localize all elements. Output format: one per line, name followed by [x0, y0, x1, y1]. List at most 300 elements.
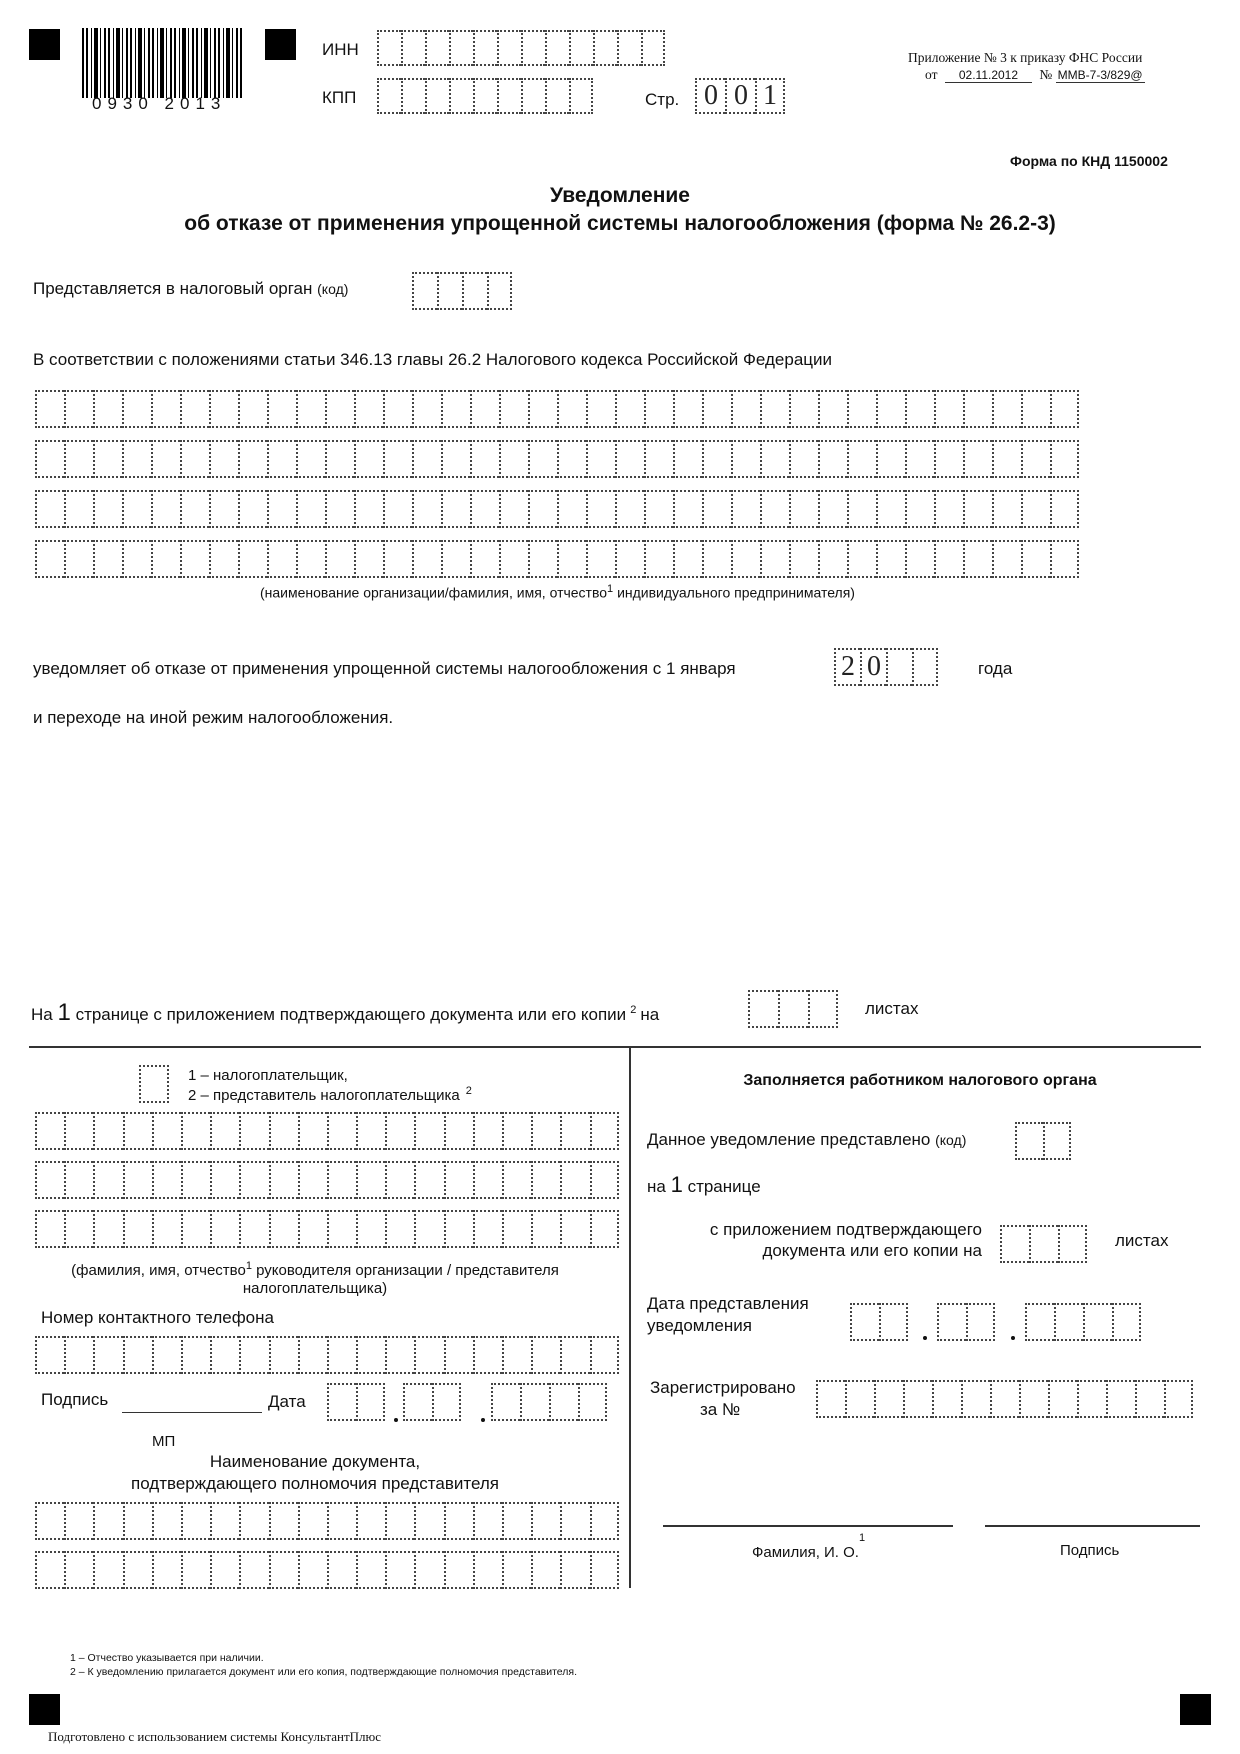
input-cell[interactable]	[845, 1380, 874, 1418]
input-cell[interactable]	[385, 1161, 414, 1199]
input-cell[interactable]	[528, 390, 557, 428]
input-cell[interactable]	[760, 440, 789, 478]
input-cell[interactable]	[590, 1336, 619, 1374]
input-cell[interactable]	[560, 1336, 589, 1374]
input-cell[interactable]	[269, 1112, 298, 1150]
input-cell[interactable]	[412, 490, 441, 528]
input-cell[interactable]	[385, 1210, 414, 1248]
input-cell[interactable]	[1106, 1380, 1135, 1418]
input-cell[interactable]	[269, 1551, 298, 1589]
input-cell[interactable]	[180, 490, 209, 528]
input-cell[interactable]	[414, 1551, 443, 1589]
input-cell[interactable]	[269, 1336, 298, 1374]
input-cell[interactable]	[876, 490, 905, 528]
input-cell[interactable]	[497, 78, 521, 114]
officer-signature-line[interactable]	[985, 1525, 1200, 1527]
input-cell[interactable]	[590, 1161, 619, 1199]
input-cell[interactable]	[1021, 440, 1050, 478]
input-cell[interactable]	[181, 1551, 210, 1589]
input-cell[interactable]	[298, 1210, 327, 1248]
input-cell[interactable]	[1077, 1380, 1106, 1418]
input-cell[interactable]	[123, 1161, 152, 1199]
input-cell[interactable]	[760, 390, 789, 428]
input-cell[interactable]	[818, 440, 847, 478]
input-cell[interactable]	[210, 1112, 239, 1150]
input-cell[interactable]	[499, 440, 528, 478]
input-cell[interactable]	[152, 1161, 181, 1199]
input-cell[interactable]	[1019, 1380, 1048, 1418]
input-cell[interactable]	[267, 490, 296, 528]
input-cell[interactable]	[385, 1336, 414, 1374]
input-cell[interactable]	[1015, 1122, 1043, 1160]
input-cell[interactable]	[528, 490, 557, 528]
input-cell[interactable]	[932, 1380, 961, 1418]
input-cell[interactable]	[238, 490, 267, 528]
input-cell[interactable]	[210, 1551, 239, 1589]
submission-date-day-field[interactable]	[850, 1303, 908, 1341]
input-cell[interactable]	[35, 1161, 64, 1199]
input-cell[interactable]	[963, 490, 992, 528]
submission-date-month-field[interactable]	[937, 1303, 995, 1341]
input-cell[interactable]	[181, 1336, 210, 1374]
input-cell[interactable]	[412, 540, 441, 578]
input-cell[interactable]	[325, 390, 354, 428]
input-cell[interactable]	[122, 540, 151, 578]
input-cell[interactable]	[502, 1210, 531, 1248]
input-cell[interactable]	[545, 30, 569, 66]
input-cell[interactable]	[356, 1383, 385, 1421]
input-cell[interactable]	[990, 1380, 1019, 1418]
input-cell[interactable]	[385, 1112, 414, 1150]
input-cell[interactable]	[123, 1502, 152, 1540]
input-cell[interactable]	[992, 490, 1021, 528]
input-cell[interactable]	[441, 390, 470, 428]
input-cell[interactable]	[412, 390, 441, 428]
input-cell[interactable]	[847, 490, 876, 528]
input-cell[interactable]	[139, 1065, 169, 1103]
input-cell[interactable]	[122, 440, 151, 478]
input-cell[interactable]	[528, 540, 557, 578]
input-cell[interactable]	[502, 1336, 531, 1374]
input-cell[interactable]	[963, 390, 992, 428]
input-cell[interactable]	[673, 390, 702, 428]
input-cell[interactable]	[879, 1303, 908, 1341]
input-cell[interactable]	[593, 30, 617, 66]
input-cell[interactable]	[789, 490, 818, 528]
signer-type-field[interactable]	[139, 1065, 169, 1103]
input-cell[interactable]	[586, 440, 615, 478]
input-cell[interactable]	[644, 440, 673, 478]
input-cell[interactable]	[354, 490, 383, 528]
input-cell[interactable]	[847, 540, 876, 578]
input-cell[interactable]	[886, 648, 912, 686]
input-cell[interactable]	[441, 540, 470, 578]
input-cell[interactable]	[444, 1551, 473, 1589]
input-cell[interactable]	[557, 540, 586, 578]
input-cell[interactable]	[35, 540, 64, 578]
input-cell[interactable]	[934, 390, 963, 428]
input-cell[interactable]	[473, 1112, 502, 1150]
input-cell[interactable]: 0	[695, 78, 725, 114]
input-cell[interactable]	[1054, 1303, 1083, 1341]
input-cell[interactable]	[181, 1502, 210, 1540]
input-cell[interactable]	[403, 1383, 432, 1421]
input-cell[interactable]	[93, 1502, 122, 1540]
input-cell[interactable]	[617, 30, 641, 66]
input-cell[interactable]: 1	[755, 78, 785, 114]
input-cell[interactable]	[557, 390, 586, 428]
input-cell[interactable]	[64, 390, 93, 428]
input-cell[interactable]	[569, 78, 593, 114]
input-cell[interactable]	[449, 30, 473, 66]
cell-row[interactable]	[35, 1210, 619, 1248]
input-cell[interactable]	[557, 490, 586, 528]
input-cell[interactable]	[760, 540, 789, 578]
input-cell[interactable]	[531, 1210, 560, 1248]
cell-row[interactable]	[35, 1551, 619, 1589]
input-cell[interactable]	[269, 1502, 298, 1540]
input-cell[interactable]	[356, 1112, 385, 1150]
input-cell[interactable]	[487, 272, 512, 310]
input-cell[interactable]	[93, 1336, 122, 1374]
input-cell[interactable]	[35, 1210, 64, 1248]
input-cell[interactable]	[437, 272, 462, 310]
input-cell[interactable]	[152, 1502, 181, 1540]
input-cell[interactable]	[818, 490, 847, 528]
input-cell[interactable]	[470, 390, 499, 428]
input-cell[interactable]	[473, 1551, 502, 1589]
input-cell[interactable]	[531, 1336, 560, 1374]
input-cell[interactable]	[298, 1551, 327, 1589]
input-cell[interactable]	[731, 390, 760, 428]
input-cell[interactable]	[444, 1112, 473, 1150]
input-cell[interactable]	[64, 1336, 93, 1374]
input-cell[interactable]	[385, 1502, 414, 1540]
input-cell[interactable]	[905, 490, 934, 528]
input-cell[interactable]	[35, 390, 64, 428]
input-cell[interactable]	[327, 1161, 356, 1199]
input-cell[interactable]	[93, 390, 122, 428]
input-cell[interactable]	[239, 1112, 268, 1150]
input-cell[interactable]	[64, 1210, 93, 1248]
input-cell[interactable]	[238, 390, 267, 428]
input-cell[interactable]	[673, 490, 702, 528]
input-cell[interactable]	[748, 990, 778, 1028]
input-cell[interactable]	[181, 1112, 210, 1150]
input-cell[interactable]	[502, 1112, 531, 1150]
input-cell[interactable]	[444, 1336, 473, 1374]
cell-row[interactable]	[35, 490, 1079, 528]
input-cell[interactable]	[298, 1112, 327, 1150]
input-cell[interactable]	[673, 440, 702, 478]
input-cell[interactable]	[560, 1210, 589, 1248]
input-cell[interactable]	[731, 440, 760, 478]
input-cell[interactable]	[238, 540, 267, 578]
input-cell[interactable]	[1043, 1122, 1071, 1160]
cell-row[interactable]	[35, 440, 1079, 478]
input-cell[interactable]	[209, 490, 238, 528]
input-cell[interactable]	[356, 1502, 385, 1540]
input-cell[interactable]	[789, 390, 818, 428]
input-cell[interactable]: 0	[725, 78, 755, 114]
right-attach-sheets-field[interactable]	[1000, 1225, 1087, 1263]
input-cell[interactable]	[590, 1112, 619, 1150]
input-cell[interactable]	[615, 440, 644, 478]
input-cell[interactable]	[520, 1383, 549, 1421]
input-cell[interactable]	[702, 390, 731, 428]
input-cell[interactable]	[414, 1112, 443, 1150]
input-cell[interactable]	[876, 390, 905, 428]
input-cell[interactable]	[502, 1551, 531, 1589]
input-cell[interactable]	[93, 440, 122, 478]
input-cell[interactable]	[992, 440, 1021, 478]
input-cell[interactable]	[816, 1380, 845, 1418]
input-cell[interactable]	[847, 390, 876, 428]
input-cell[interactable]	[502, 1161, 531, 1199]
input-cell[interactable]	[1050, 540, 1079, 578]
input-cell[interactable]	[1025, 1303, 1054, 1341]
input-cell[interactable]	[432, 1383, 461, 1421]
input-cell[interactable]	[35, 1336, 64, 1374]
input-cell[interactable]	[731, 490, 760, 528]
input-cell[interactable]	[502, 1502, 531, 1540]
input-cell[interactable]	[93, 1112, 122, 1150]
input-cell[interactable]	[354, 540, 383, 578]
input-cell[interactable]	[64, 1551, 93, 1589]
cell-row[interactable]	[35, 540, 1079, 578]
input-cell[interactable]	[531, 1502, 560, 1540]
input-cell[interactable]	[1050, 390, 1079, 428]
input-cell[interactable]	[966, 1303, 995, 1341]
input-cell[interactable]	[64, 490, 93, 528]
year-field[interactable]	[834, 648, 938, 686]
input-cell[interactable]	[1000, 1225, 1029, 1263]
input-cell[interactable]	[325, 490, 354, 528]
input-cell[interactable]	[874, 1380, 903, 1418]
input-cell[interactable]	[470, 540, 499, 578]
input-cell[interactable]	[491, 1383, 520, 1421]
input-cell[interactable]	[296, 440, 325, 478]
input-cell[interactable]	[209, 540, 238, 578]
input-cell[interactable]	[992, 540, 1021, 578]
input-cell[interactable]	[267, 390, 296, 428]
input-cell[interactable]	[151, 390, 180, 428]
input-cell[interactable]	[35, 1502, 64, 1540]
input-cell[interactable]	[123, 1336, 152, 1374]
input-cell[interactable]	[414, 1210, 443, 1248]
input-cell[interactable]	[327, 1210, 356, 1248]
input-cell[interactable]	[641, 30, 665, 66]
input-cell[interactable]	[325, 540, 354, 578]
submission-date-year-field[interactable]	[1025, 1303, 1141, 1341]
input-cell[interactable]	[702, 540, 731, 578]
input-cell[interactable]	[35, 490, 64, 528]
input-cell[interactable]	[1058, 1225, 1087, 1263]
input-cell[interactable]	[152, 1551, 181, 1589]
input-cell[interactable]	[210, 1502, 239, 1540]
input-cell[interactable]	[497, 30, 521, 66]
input-cell[interactable]	[549, 1383, 578, 1421]
input-cell[interactable]	[586, 390, 615, 428]
input-cell[interactable]	[531, 1551, 560, 1589]
input-cell[interactable]	[239, 1551, 268, 1589]
input-cell[interactable]	[383, 490, 412, 528]
input-cell[interactable]	[528, 440, 557, 478]
input-cell[interactable]	[412, 440, 441, 478]
input-cell[interactable]	[152, 1210, 181, 1248]
input-cell[interactable]	[383, 390, 412, 428]
input-cell[interactable]	[876, 540, 905, 578]
page-number-field[interactable]	[695, 78, 785, 114]
input-cell[interactable]	[35, 1551, 64, 1589]
input-cell[interactable]	[356, 1210, 385, 1248]
input-cell[interactable]	[560, 1112, 589, 1150]
input-cell[interactable]	[414, 1336, 443, 1374]
input-cell[interactable]	[151, 440, 180, 478]
cell-row[interactable]	[35, 1502, 619, 1540]
input-cell[interactable]	[64, 440, 93, 478]
input-cell[interactable]	[377, 30, 401, 66]
input-cell[interactable]	[385, 1551, 414, 1589]
input-cell[interactable]	[473, 30, 497, 66]
input-cell[interactable]	[181, 1161, 210, 1199]
input-cell[interactable]	[560, 1551, 589, 1589]
input-cell[interactable]	[444, 1210, 473, 1248]
input-cell[interactable]	[93, 1161, 122, 1199]
tax-office-code-field[interactable]	[412, 272, 512, 310]
input-cell[interactable]	[383, 440, 412, 478]
input-cell[interactable]	[35, 440, 64, 478]
input-cell[interactable]	[673, 540, 702, 578]
input-cell[interactable]	[531, 1112, 560, 1150]
input-cell[interactable]	[64, 540, 93, 578]
input-cell[interactable]	[1164, 1380, 1193, 1418]
input-cell[interactable]	[702, 440, 731, 478]
input-cell[interactable]	[1112, 1303, 1141, 1341]
date-day-field[interactable]	[327, 1383, 385, 1421]
input-cell[interactable]	[557, 440, 586, 478]
kpp-field[interactable]	[377, 78, 593, 114]
input-cell[interactable]	[239, 1502, 268, 1540]
input-cell[interactable]	[238, 440, 267, 478]
input-cell[interactable]	[499, 490, 528, 528]
input-cell[interactable]	[778, 990, 808, 1028]
input-cell[interactable]	[850, 1303, 879, 1341]
input-cell[interactable]	[401, 30, 425, 66]
input-cell[interactable]	[702, 490, 731, 528]
cell-row[interactable]	[35, 1112, 619, 1150]
cell-row[interactable]	[35, 1161, 619, 1199]
input-cell[interactable]	[789, 440, 818, 478]
input-cell[interactable]	[64, 1502, 93, 1540]
input-cell[interactable]	[934, 440, 963, 478]
input-cell[interactable]	[470, 490, 499, 528]
input-cell[interactable]	[209, 390, 238, 428]
input-cell[interactable]	[239, 1336, 268, 1374]
input-cell[interactable]	[644, 390, 673, 428]
input-cell[interactable]	[93, 1551, 122, 1589]
input-cell[interactable]	[425, 30, 449, 66]
date-year-field[interactable]	[491, 1383, 607, 1421]
date-month-field[interactable]	[403, 1383, 461, 1421]
cell-row[interactable]	[35, 390, 1079, 428]
input-cell[interactable]	[210, 1161, 239, 1199]
input-cell[interactable]	[905, 540, 934, 578]
input-cell[interactable]	[1083, 1303, 1112, 1341]
input-cell[interactable]: 0	[860, 648, 886, 686]
input-cell[interactable]	[1135, 1380, 1164, 1418]
inn-field[interactable]	[377, 30, 665, 66]
input-cell[interactable]	[93, 490, 122, 528]
input-cell[interactable]	[296, 490, 325, 528]
input-cell[interactable]	[521, 30, 545, 66]
registration-number-field[interactable]	[816, 1380, 1193, 1418]
input-cell[interactable]	[615, 490, 644, 528]
input-cell[interactable]	[1048, 1380, 1077, 1418]
input-cell[interactable]	[425, 78, 449, 114]
input-cell[interactable]	[93, 1210, 122, 1248]
input-cell[interactable]	[615, 390, 644, 428]
input-cell[interactable]	[1050, 490, 1079, 528]
input-cell[interactable]: 2	[834, 648, 860, 686]
input-cell[interactable]	[414, 1502, 443, 1540]
input-cell[interactable]	[209, 440, 238, 478]
input-cell[interactable]	[818, 540, 847, 578]
input-cell[interactable]	[1021, 390, 1050, 428]
input-cell[interactable]	[905, 390, 934, 428]
input-cell[interactable]	[181, 1210, 210, 1248]
input-cell[interactable]	[383, 540, 412, 578]
input-cell[interactable]	[356, 1336, 385, 1374]
input-cell[interactable]	[327, 1112, 356, 1150]
input-cell[interactable]	[473, 1336, 502, 1374]
input-cell[interactable]	[818, 390, 847, 428]
input-cell[interactable]	[934, 490, 963, 528]
input-cell[interactable]	[151, 490, 180, 528]
input-cell[interactable]	[123, 1210, 152, 1248]
input-cell[interactable]	[267, 440, 296, 478]
input-cell[interactable]	[414, 1161, 443, 1199]
input-cell[interactable]	[590, 1210, 619, 1248]
input-cell[interactable]	[1021, 490, 1050, 528]
input-cell[interactable]	[269, 1161, 298, 1199]
input-cell[interactable]	[298, 1502, 327, 1540]
input-cell[interactable]	[356, 1551, 385, 1589]
input-cell[interactable]	[325, 440, 354, 478]
input-cell[interactable]	[267, 540, 296, 578]
input-cell[interactable]	[296, 390, 325, 428]
input-cell[interactable]	[444, 1502, 473, 1540]
input-cell[interactable]	[64, 1161, 93, 1199]
input-cell[interactable]	[151, 540, 180, 578]
input-cell[interactable]	[180, 440, 209, 478]
input-cell[interactable]	[644, 490, 673, 528]
input-cell[interactable]	[327, 1502, 356, 1540]
input-cell[interactable]	[560, 1161, 589, 1199]
input-cell[interactable]	[210, 1336, 239, 1374]
officer-fio-line[interactable]	[663, 1525, 953, 1527]
input-cell[interactable]	[903, 1380, 932, 1418]
input-cell[interactable]	[327, 1383, 356, 1421]
input-cell[interactable]	[473, 78, 497, 114]
input-cell[interactable]	[937, 1303, 966, 1341]
input-cell[interactable]	[521, 78, 545, 114]
input-cell[interactable]	[912, 648, 938, 686]
input-cell[interactable]	[473, 1210, 502, 1248]
input-cell[interactable]	[808, 990, 838, 1028]
input-cell[interactable]	[992, 390, 1021, 428]
input-cell[interactable]	[64, 1112, 93, 1150]
